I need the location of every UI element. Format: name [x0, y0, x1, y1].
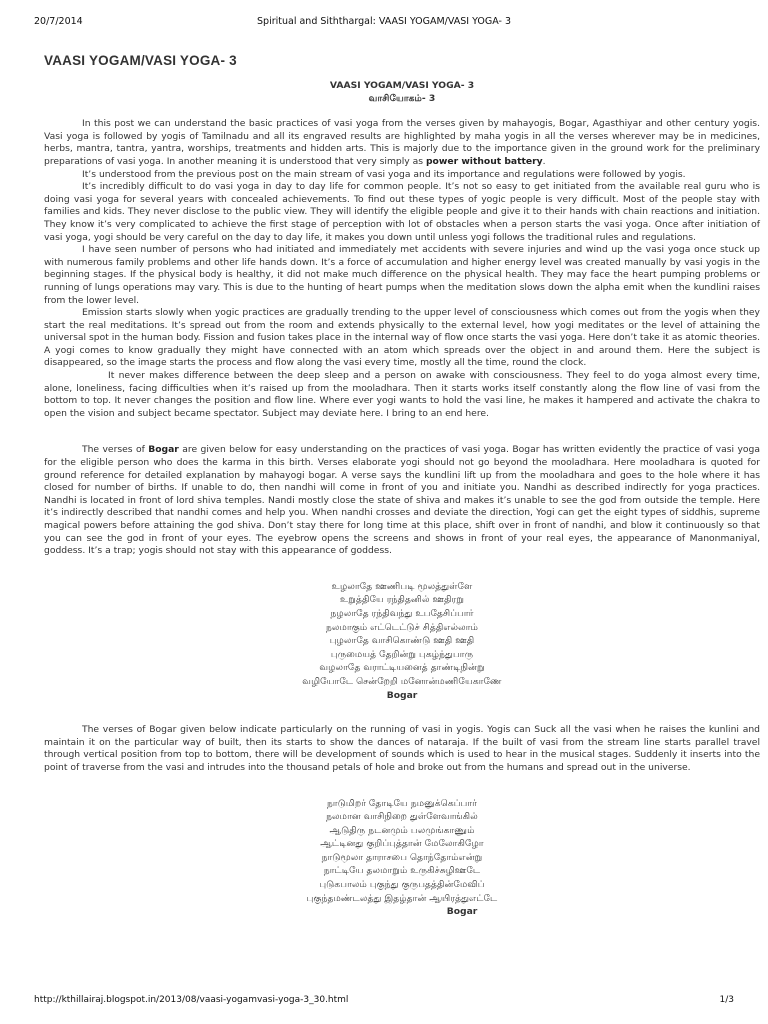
- spacer: [44, 420, 760, 444]
- verse-line: புழலாதே வாசிகொண்டு ஊதி ஊதி: [329, 635, 475, 647]
- center-heading: [44, 80, 760, 105]
- verse-author: Bogar: [446, 906, 478, 918]
- verse-2: [44, 797, 760, 919]
- verse-line: புகுந்தமண்டலத்து இதழ்தான் ஆயிரத்துஎட்டே: [306, 892, 498, 904]
- center-heading-english: VAASI YOGAM/VASI YOGA- 3: [329, 80, 475, 91]
- paragraph-7: [44, 444, 760, 557]
- verse-1: [44, 580, 760, 702]
- verse-line: நாடுமூலா தாராசபை தொந்தோம்என்று: [321, 851, 483, 863]
- spacer: [44, 105, 760, 118]
- page-number: 1/3: [719, 995, 734, 1005]
- spacer: [44, 775, 760, 797]
- verse-line: வழலாதே வராட்டியனைத் தாண்டிநின்று: [319, 662, 485, 674]
- verse-author: Bogar: [386, 689, 418, 701]
- print-page-title: Spiritual and Siththargal: VAASI YOGAM/VASI YOGA- 3: [257, 16, 511, 27]
- verse-line: நலமான வாசிநிறை துள்ளேவாங்கில்: [326, 811, 478, 823]
- post-body: [44, 80, 760, 919]
- print-date: 20/7/2014: [34, 16, 83, 27]
- paragraph-6: It never makes difference between the deep sleep and a person on awake with consciousness. They feel to do yoga almost every time, alone, loneliness, facing difficulties when it’s raised up from the mooladhara. Then it starts works itself constantly along the flow line of vasi from the bottom to top. It never changes the position and flow line. Where ever yogi wants to hold the vasi line, he makes it hampered and activate the chakra to open the vision and subject became spectator. Subject may deviate here. I bring to an end here.: [44, 370, 760, 419]
- verse-line: உறுத்தியே ரந்திதனில் ஊதிரறு: [339, 594, 465, 606]
- verse-line: நழலாதே ரந்திவந்து உபதேசிப்பார்: [330, 607, 474, 619]
- power-without-battery-bold: power without battery: [425, 155, 543, 167]
- paragraph-3: It’s incredibly difficult to do vasi yoga in day to day life for common people. It’s not so easy to get initiated from the available real guru who is doing vasi yoga for several years with concealed achievements. To find out these types of yogic people is very difficult. Most of the people stay with families and kids. They never disclose to the public view. They will identify the eligible people and give it to their hands with chain reactions and initiation. They know it’s very complicated to achieve the first stage of perception with lot of obstacles when a person starts the vasi yoga. Once after initiation of vasi yoga, yogi should be very careful on the day to day life, it makes you down until unless yogi follows the traditional rules and regulations.: [44, 181, 760, 243]
- paragraph-5: Emission starts slowly when yogic practices are gradually trending to the upper level of consciousness which comes out from the yogis when they start the real meditations. It’s spread out from the room and extends physically to the external level, how yogi meditates or the level of attaining the universal spot in the human body. Fission and fusion takes place in the internal way of flow once starts the vasi yoga. Here don’t take it as atomic theories. A yogi comes to know gradually they might have connected with an atom which spreads over the object in and around them. Here the subject is disappeared, so the image starts the process and flow along the vasi every time, mostly all the time, round the clock.: [44, 307, 760, 369]
- paragraph-7-start: The verses of: [82, 444, 149, 456]
- verse-line: புருமையத் தேறின்று புகழ்ந்துபாரு: [330, 648, 474, 660]
- paragraph-1-text: In this post we can understand the basic practices of vasi yoga from the verses given by mahayogis, Bogar, Agasthiyar and other century yogis. Vasi yoga is followed by yogis of Tamilnadu and all its engraved results are highlighted by maha yogis in all the verses wherever may be in medicines, herbs, mantra, tantra, yantra, worships, treatments and hidden arts. This is majorly due to the importance given in the ground work for the preliminary preparations of vasi yoga. In another meaning it is understood that very simply as: [44, 118, 760, 167]
- verse-line: வழியோடே சென்றேறி மனோன்மணியேகாணே: [302, 675, 502, 687]
- post-title[interactable]: VAASI YOGAM/VASI YOGA- 3: [44, 53, 237, 68]
- paragraph-8: The verses of Bogar given below indicate particularly on the running of vasi in yogis. Yogis can Suck all the vasi when he raises the kunlini and maintain it on the particular way of built, then its starts to show the dances of nataraja. If the built of vasi from the stream line starts parallel travel through vertical position from top to bottom, there will be development of sounds which is used to hear in the musical stages. Suddenly it inserts into the point of traverse from the vasi and intrudes into the thousand petals of hole and broke out from the humans and spread out in the universe.: [44, 724, 760, 773]
- spacer: [44, 702, 760, 724]
- bogar-bold: Bogar: [148, 444, 179, 456]
- verse-line: ஆட்டினது குறிப்புத்தான் மேலோகிழோ: [320, 838, 484, 850]
- verse-line: நலமாகும் எட்டெட்டுச் சித்திஎல்லாம்: [326, 621, 478, 633]
- paragraph-1-end: .: [542, 155, 546, 167]
- center-heading-tamil: வாசியோகம்- 3: [368, 92, 436, 104]
- verse-line: உழலாதே ஊணிபடி மூலத்துள்ளே: [331, 580, 473, 592]
- page-url[interactable]: http://kthillairaj.blogspot.in/2013/08/vaasi-yogamvasi-yoga-3_30.html: [34, 995, 349, 1005]
- spacer: [44, 558, 760, 580]
- paragraph-1: [44, 118, 760, 168]
- paragraph-7-text: are given below for easy understanding on the practices of vasi yoga. Bogar has written evidently the practice of vasi yoga for the eligible person who does the karma in this birth. Verses elaborate yogi should not go beyond the mooladhara. Here mooladhara is quoted for ground reference for detailed explanation by mahayogi bogar. A verse says the kundlini lift up from the mooladhara and goes to the hole where it has closed for number of births. If unable to do, then nandhi will come in front of you and initiate you. Nandhi as described indirectly for yoga practices. Nandhi is located in front of lord shiva temples. Nandi mostly close the state of shiva and makes it’s unable to see the god from outside the temple. Here it’s indirectly described that nandhi comes and help you. When nandhi crosses and deviate the direction, Yogi can get the eight types of siddhis, supreme magical powers before attaining the god shiva. Don’t stay there for long time at this place, shift over in front of nandhi, and blow it continuously so that you can see the god in front of your eyes. The eyebrow opens the screens and shows in front of your real eyes, the appearance of Manonmaniyal, goddess. It’s a trap; yogis should not stay with this appearance of goddess.: [44, 444, 760, 557]
- print-header: [34, 16, 734, 27]
- verse-line: நாடுமிறர் தோடியே நமனுக்கெப்பார்: [327, 797, 477, 809]
- verse-line: நாட்டியே தலமாறும் உருகிச்சுழிஊடே: [323, 865, 481, 877]
- print-footer: [34, 995, 734, 1005]
- paragraph-2: It’s understood from the previous post on the main stream of vasi yoga and its importance and regulations were followed by yogis.: [82, 168, 686, 180]
- verse-line: புடுகபாலம் புகுந்து குருபதத்தின்மேவிப்: [319, 879, 485, 891]
- verse-line: ஆடுதிரு நடனமும் பலமுங்காணும்: [329, 824, 475, 836]
- paragraph-4: I have seen number of persons who had initiated and immediately met accidents with severe injuries and wind up the vasi yoga once stuck up with numerous family problems and other life hands down. It’s a force of accumulation and higher energy level was created manually by vasi yogis in the beginning stages. If the physical body is healthy, it did not make much difference on the physical health. They may face the heart pumping problems or running of lungs operations may vary. This is due to the hunting of heart pumps when the meditation slows down the alpha emit when the kundlini raises from the lower level.: [44, 244, 760, 306]
